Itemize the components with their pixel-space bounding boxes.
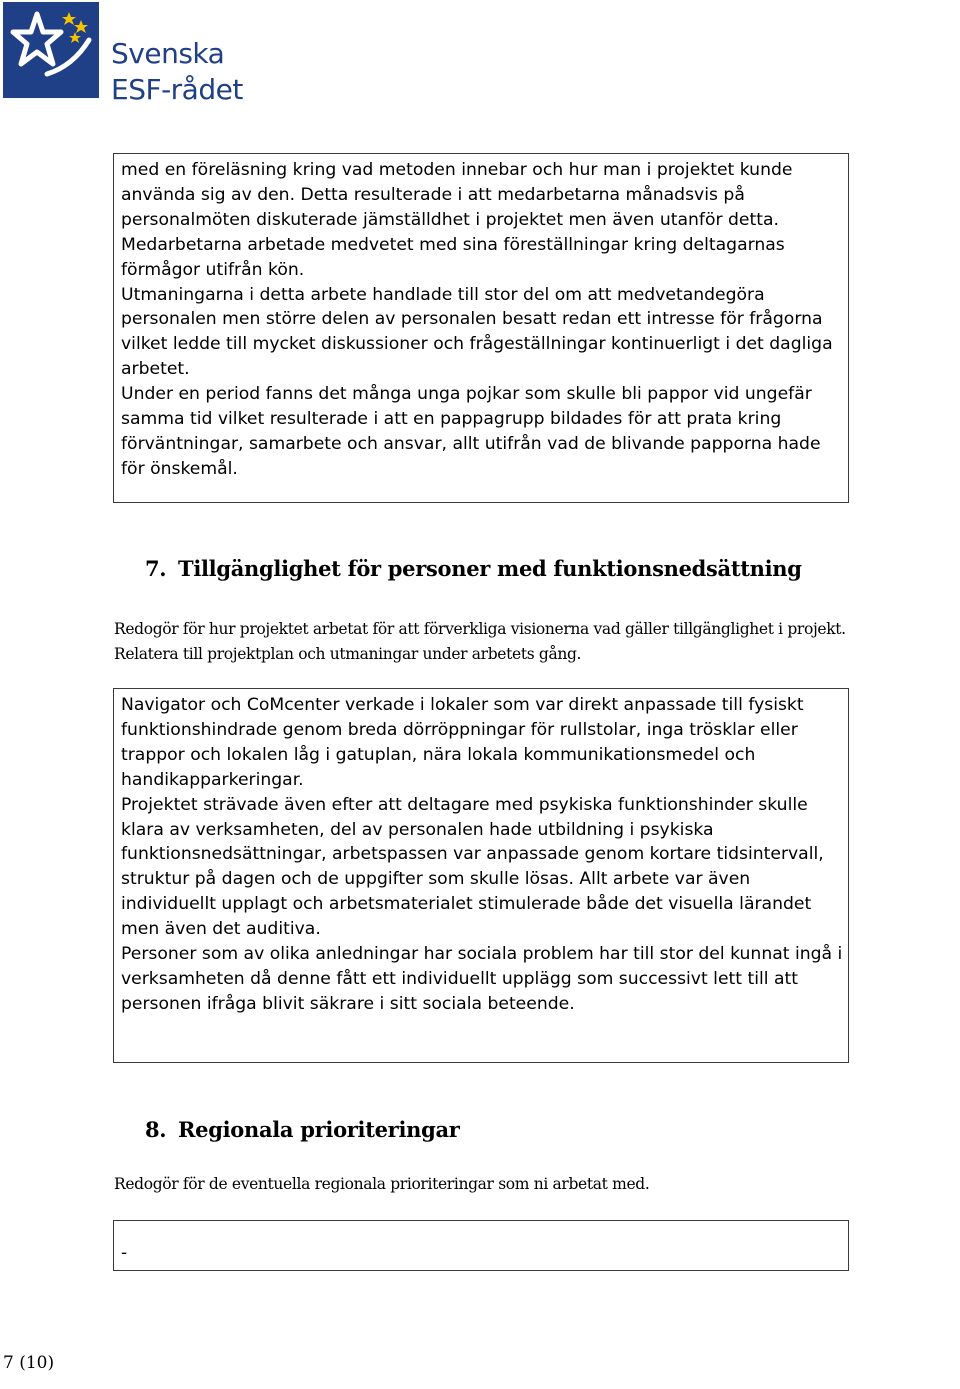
logo <box>3 2 243 106</box>
section-7-heading <box>145 556 802 581</box>
paragraph: Projektet strävade även efter att deltagare med psykiska funktionshinder skulle klara av verksamheten, del av personalen hade utbildning i psykiska funktionsnedsättningar, arbetspassen var anpassade genom kortare tidsintervall, struktur på dagen och de uppgifter som skulle lösas. Allt arbete var även individuellt upplagt och arbetsmaterialet stimulerade både det visuella lärandet men även det auditiva. <box>121 794 824 940</box>
section-title: Tillgänglighet för personer med funktionsnedsättning <box>178 556 802 581</box>
section-number: 8. <box>145 1117 167 1142</box>
section-8-answer-box <box>113 1220 849 1271</box>
section-8-heading <box>145 1117 460 1142</box>
section-title: Regionala prioriteringar <box>178 1117 460 1142</box>
instruction-line: Redogör för hur projektet arbetat för att förverkliga visionerna vad gäller tillgänglighet i projekt. <box>114 620 846 638</box>
section-7-instructions <box>114 617 846 667</box>
instruction-line: Relatera till projektplan och utmaningar under arbetets gång. <box>114 645 582 663</box>
box-content <box>121 158 846 482</box>
box-content <box>121 693 846 1017</box>
paragraph: Under en period fanns det många unga pojkar som skulle bli pappor vid ungefär samma tid vilket resulterade i att en pappagrupp bildades för att prata kring förväntningar, samarbete och ansvar, allt utifrån vad de blivande papporna hade för önskemål. <box>121 384 821 479</box>
logo-line-1: Svenska <box>111 37 225 70</box>
instruction-line: Redogör för de eventuella regionala prioriteringar som ni arbetat med. <box>114 1175 650 1193</box>
paragraph: Navigator och CoMcenter verkade i lokaler som var direkt anpassade till fysiskt funktionshindrade genom breda dörröppningar för rullstolar, inga trösklar eller trappor och lokalen låg i gatuplan, nära lokala kommunikationsmedel och handikapparkeringar. <box>121 695 804 790</box>
section-7-answer-box <box>113 688 849 1063</box>
paragraph: Utmaningarna i detta arbete handlade till stor del om att medvetandegöra personalen men större delen av personalen besatt redan ett intresse för frågorna vilket ledde till mycket diskussioner och frågeställningar kontinuerligt i det dagliga arbetet. <box>121 284 833 380</box>
page-number: 7 (10) <box>3 1353 55 1373</box>
logo-wordmark <box>111 36 243 108</box>
paragraph: Personer som av olika anledningar har sociala problem har till stor del kunnat ingå i verksamheten då denne fått ett individuellt upplägg som successivt lett till att personen ifråga blivit säkrare i sitt sociala beteende. <box>121 944 843 1014</box>
answer-text: - <box>121 1243 128 1263</box>
text-box-continuation <box>113 153 849 503</box>
paragraph: med en föreläsning kring vad metoden innebar och hur man i projektet kunde använda sig av den. Detta resulterade i att medarbetarna månadsvis på personalmöten diskuterade jämställdhet i projektet men även utanför detta. Medarbetarna arbetade medvetet med sina föreställningar kring deltagarnas förmågor utifrån kön. <box>121 160 793 280</box>
section-number: 7. <box>145 556 167 581</box>
section-8-instructions <box>114 1172 649 1197</box>
logo-line-2: ESF-rådet <box>111 73 243 106</box>
star-swoosh-icon <box>3 2 99 98</box>
